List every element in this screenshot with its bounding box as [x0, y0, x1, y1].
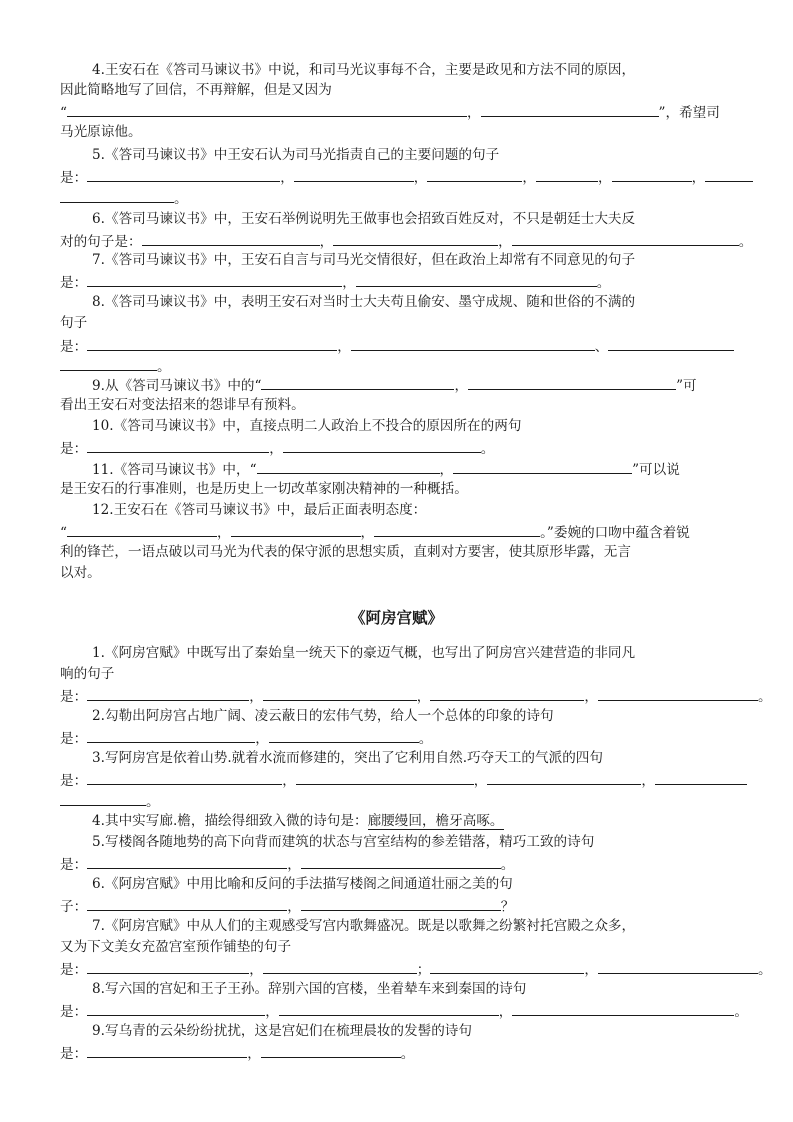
- question-text: 2.勾勒出阿房宫占地广阔、凌云蔽日的宏伟气势，给人一个总体的印象的诗句: [92, 708, 554, 724]
- question-12-end: 以对。: [60, 565, 101, 581]
- question-8: [92, 292, 635, 312]
- question-8-cont: 句子: [60, 315, 88, 331]
- answer-blank[interactable]: [279, 1000, 499, 1016]
- question-4: [92, 60, 635, 80]
- question-text: 1.《阿房宫赋》中既写出了秦始皇一统天下的豪迈气概，也写出了阿房宫兴建营造的非同凡: [92, 645, 636, 661]
- answer-blank[interactable]: [351, 335, 595, 351]
- answer-blank[interactable]: [87, 895, 287, 911]
- question-6: [92, 209, 635, 229]
- question-text: 7.《答司马谏议书》中，王安石自言与司马光交情很好，但在政治上却常有不同意见的句子: [92, 252, 636, 268]
- question-text: 4.王安石在《答司马谏议书》中说，和司马光议事每不合，主要是政见和方法不同的原因，: [92, 62, 636, 78]
- question-5: [92, 832, 594, 852]
- question-7-cont: 又为下文美女充盈宫室预作铺垫的句子: [60, 939, 292, 955]
- answer-blank[interactable]: [598, 685, 758, 701]
- question-text: 6.《答司马谏议书》中，王安石举例说明先王做事也会招致百姓反对，不只是朝廷士大夫反: [92, 211, 636, 227]
- answer-blank[interactable]: [67, 101, 467, 117]
- question-2-answer: 是： ， 。: [60, 727, 432, 749]
- answer-blank[interactable]: [231, 521, 361, 537]
- question-4: 4.其中实写廊.檐，描绘得细致入微的诗句是：廊腰缦回，檐牙高啄。: [92, 813, 504, 829]
- answer-blank[interactable]: [87, 166, 280, 182]
- question-text: 5.《答司马谏议书》中王安石认为司马光指责自己的主要问题的句子: [92, 147, 500, 163]
- answer-blank[interactable]: [374, 521, 540, 537]
- answer-blank[interactable]: [263, 685, 417, 701]
- question-9: [92, 1021, 472, 1041]
- answer-blank[interactable]: [263, 958, 417, 974]
- question-text: 12.王安石在《答司马谏议书》中，最后正面表明态度：: [92, 502, 427, 518]
- question-4-end: 马光原谅他。: [60, 124, 142, 140]
- question-text: 9.写乌青的云朵纷纷扰扰，这是宫妃们在梳理晨妆的发髻的诗句: [92, 1023, 472, 1039]
- question-9-answer: 是： ， 。: [60, 1042, 414, 1064]
- answer-blank[interactable]: [301, 895, 501, 911]
- answer-blank[interactable]: [87, 271, 342, 287]
- answer-blank[interactable]: [430, 685, 584, 701]
- question-10: [92, 416, 521, 436]
- answer-blank[interactable]: [333, 230, 498, 246]
- question-12-answer: “ ， ， 。”委婉的口吻中蕴含着锐: [60, 521, 690, 543]
- question-8-answer: 是： ， 、: [60, 335, 734, 357]
- question-text: 8.写六国的宫妃和王子王孙。辞别六国的宫楼，坐着辇车来到秦国的诗句: [92, 981, 527, 997]
- answer-blank[interactable]: [608, 335, 734, 351]
- answer-blank[interactable]: [261, 1042, 401, 1058]
- answer-blank[interactable]: [536, 166, 598, 182]
- question-8-answer: 是： ， ， 。: [60, 1000, 748, 1022]
- question-text: 8.《答司马谏议书》中，表明王安石对当时士大夫苟且偷安、墨守成规、随和世俗的不满的: [92, 294, 636, 310]
- question-text: 6.《阿房宫赋》中用比喻和反问的手法描写楼阁之间通道壮丽之美的句: [92, 876, 513, 892]
- answer-blank[interactable]: [427, 166, 522, 182]
- question-text: 5.写楼阁各随地势的高下向背而建筑的状态与宫室结构的参差错落，精巧工致的诗句: [92, 834, 595, 850]
- question-8-end: 。: [60, 355, 171, 377]
- question-4-answer: “ ， ”，希望司: [60, 101, 720, 123]
- filled-answer: 廊腰缦回，檐牙高啄。: [367, 813, 504, 829]
- question-10-answer: 是： ， 。: [60, 437, 494, 459]
- question-text: 因此简略地写了回信，不再辩解，但是又因为: [60, 82, 332, 98]
- answer-blank[interactable]: [294, 166, 414, 182]
- question-5: [92, 145, 499, 165]
- answer-blank[interactable]: [87, 437, 269, 453]
- answer-blank[interactable]: [655, 769, 747, 785]
- answer-blank[interactable]: [67, 521, 217, 537]
- answer-blank[interactable]: [87, 769, 282, 785]
- answer-blank[interactable]: [468, 374, 676, 390]
- question-3-end: 。: [60, 790, 160, 812]
- answer-blank[interactable]: [60, 790, 146, 806]
- question-1-answer: 是： ， ， ， 。: [60, 685, 772, 707]
- answer-blank[interactable]: [453, 458, 632, 474]
- answer-blank[interactable]: [87, 958, 249, 974]
- answer-blank[interactable]: [60, 355, 157, 371]
- question-9: 9.从《答司马谏议书》中的“ ， ”可: [92, 374, 697, 396]
- answer-blank[interactable]: [612, 166, 692, 182]
- answer-blank[interactable]: [301, 853, 501, 869]
- answer-blank[interactable]: [87, 335, 337, 351]
- question-6-answer: 子： ， ？: [60, 895, 514, 917]
- question-2: [92, 706, 554, 726]
- answer-blank[interactable]: [87, 685, 249, 701]
- question-12: [92, 500, 426, 520]
- answer-blank[interactable]: [257, 458, 440, 474]
- question-11: 11.《答司马谏议书》中，“ ， ”可以说: [92, 458, 680, 480]
- answer-blank[interactable]: [705, 166, 753, 182]
- answer-blank[interactable]: [512, 230, 739, 246]
- question-1: [92, 643, 635, 663]
- answer-blank[interactable]: [261, 374, 454, 390]
- answer-blank[interactable]: [87, 1042, 247, 1058]
- answer-blank[interactable]: [269, 727, 419, 743]
- answer-blank[interactable]: [487, 769, 641, 785]
- question-6-answer: 对的句子是： ， ， 。: [60, 230, 752, 252]
- question-5-end: 。: [60, 187, 188, 209]
- question-12-cont: 利的锋芒，一语点破以司马光为代表的保守派的思想实质，直刺对方要害，使其原形毕露，无言: [60, 544, 631, 560]
- question-8: [92, 979, 526, 999]
- answer-blank[interactable]: [356, 271, 597, 287]
- question-3: [92, 748, 603, 768]
- question-9-cont: 看出王安石对变法招来的怨诽早有预料。: [60, 397, 305, 413]
- question-3-answer: 是： ， ， ，: [60, 769, 747, 791]
- answer-blank[interactable]: [598, 958, 758, 974]
- question-7: [92, 916, 635, 936]
- answer-blank[interactable]: [512, 1000, 734, 1016]
- question-4-cont: [60, 80, 332, 100]
- question-text: 7.《阿房宫赋》中从人们的主观感受写宫内歌舞盛况。既是以歌舞之纷繁衬托宫殿之众多，: [92, 918, 636, 934]
- question-7: [92, 250, 635, 270]
- answer-blank[interactable]: [430, 958, 584, 974]
- answer-blank[interactable]: [87, 853, 287, 869]
- question-1-cont: 响的句子: [60, 666, 115, 682]
- question-5-answer: 是： ， 。: [60, 853, 514, 875]
- answer-blank[interactable]: [142, 230, 320, 246]
- answer-blank[interactable]: [296, 769, 474, 785]
- question-7-answer: 是： ， 。: [60, 271, 610, 293]
- section-title: 《阿房宫赋》: [349, 608, 443, 627]
- answer-blank[interactable]: [87, 727, 255, 743]
- answer-blank[interactable]: [481, 101, 659, 117]
- question-11-cont: 是王安石的行事准则，也是历史上一切改革家刚决精神的一种概括。: [60, 481, 468, 497]
- question-text: 10.《答司马谏议书》中，直接点明二人政治上不投合的原因所在的两句: [92, 418, 522, 434]
- question-6: [92, 874, 513, 894]
- question-7-answer: 是： ， ； ， 。: [60, 958, 772, 980]
- question-5-answer: 是： ， ， ， ， ，: [60, 166, 753, 188]
- answer-blank[interactable]: [60, 187, 174, 203]
- question-text: 3.写阿房宫是依着山势.就着水流而修建的，突出了它利用自然.巧夺天工的气派的四句: [92, 750, 603, 766]
- answer-blank[interactable]: [283, 437, 481, 453]
- answer-blank[interactable]: [87, 1000, 265, 1016]
